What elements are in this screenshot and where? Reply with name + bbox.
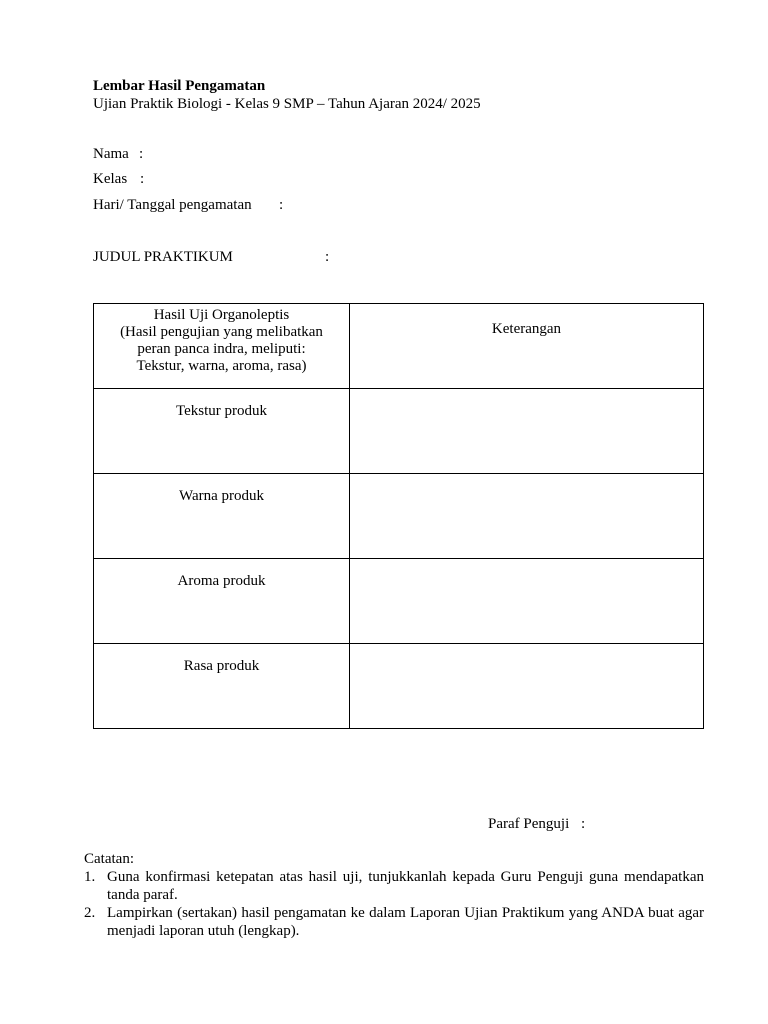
list-item (84, 868, 704, 904)
row-value-tekstur[interactable] (350, 389, 704, 474)
field-tanggal-label: Hari/ Tanggal pengamatan (93, 197, 252, 213)
row-label-aroma: Aroma produk (94, 559, 350, 644)
keterangan-label: Keterangan (491, 321, 562, 337)
row-value-warna[interactable] (350, 474, 704, 559)
header-line: (Hasil pengujian yang melibatkan (120, 324, 323, 340)
field-nama-colon: : (139, 146, 144, 162)
note-number: 1. (84, 869, 96, 885)
notes-list (84, 868, 704, 940)
field-judul-colon: : (325, 249, 330, 265)
signature-colon: : (581, 816, 586, 832)
header-line: Tekstur, warna, aroma, rasa) (136, 358, 307, 374)
header-line: Hasil Uji Organoleptis (153, 307, 290, 323)
row-label-tekstur: Tekstur produk (94, 389, 350, 474)
document-subtitle: Ujian Praktik Biologi - Kelas 9 SMP – Tahun Ajaran 2024/ 2025 (93, 96, 481, 112)
document-title: Lembar Hasil Pengamatan (93, 78, 266, 94)
table-row (94, 389, 704, 474)
note-text: Lampirkan (sertakan) hasil pengamatan ke dalam Laporan Ujian Praktikum yang ANDA buat agar menjadi laporan utuh (lengkap). (107, 905, 704, 939)
table-row (94, 644, 704, 729)
observation-table (93, 303, 704, 729)
table-row (94, 559, 704, 644)
field-tanggal-colon: : (279, 197, 284, 213)
table-header-organoleptic (94, 304, 350, 389)
table-header-keterangan (350, 304, 704, 389)
row-label-warna: Warna produk (94, 474, 350, 559)
row-value-aroma[interactable] (350, 559, 704, 644)
header-line: peran panca indra, meliputi: (137, 341, 306, 357)
table-row (94, 474, 704, 559)
notes-heading: Catatan: (84, 851, 134, 867)
field-kelas-label: Kelas (93, 171, 128, 187)
row-label-rasa: Rasa produk (94, 644, 350, 729)
field-judul-label: JUDUL PRAKTIKUM (93, 249, 233, 265)
table-header-row (94, 304, 704, 389)
row-value-rasa[interactable] (350, 644, 704, 729)
notes-section (84, 850, 704, 940)
signature-label: Paraf Penguji (488, 816, 570, 832)
list-item (84, 904, 704, 940)
field-nama-label: Nama (93, 146, 129, 162)
note-number: 2. (84, 905, 96, 921)
field-kelas-colon: : (140, 171, 145, 187)
note-text: Guna konfirmasi ketepatan atas hasil uji, tunjukkanlah kepada Guru Penguji guna mendapatkan tanda paraf. (107, 869, 704, 903)
